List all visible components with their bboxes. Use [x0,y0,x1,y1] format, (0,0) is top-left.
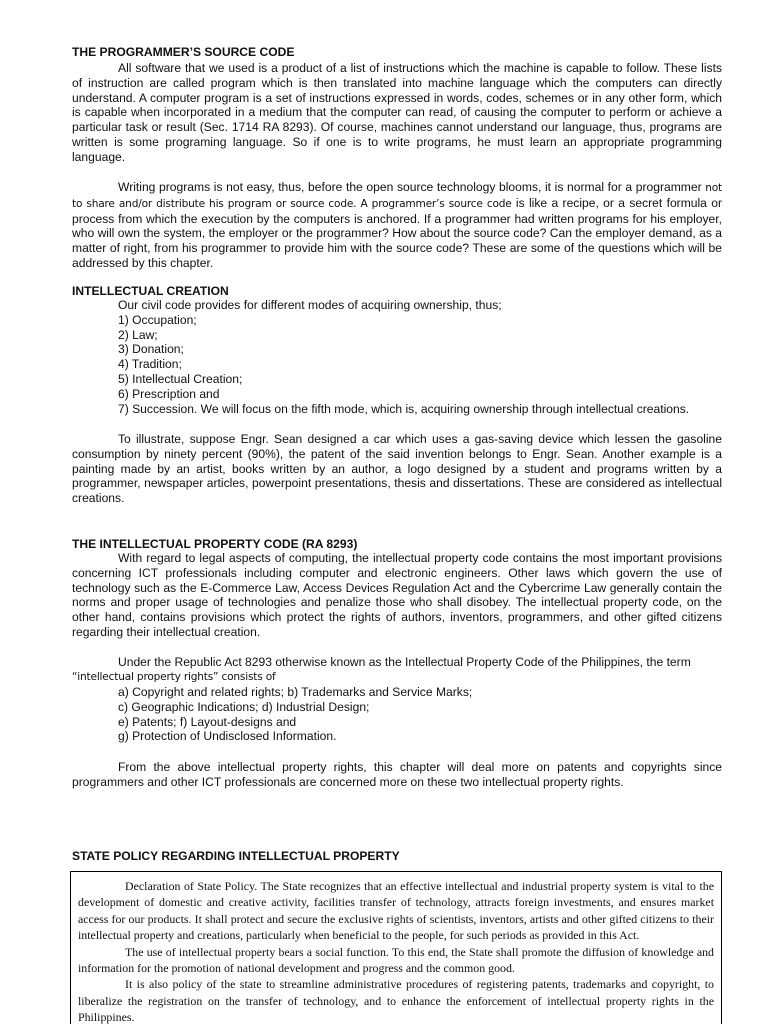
paragraph-writing-programs-text-b: not to share and/or distribute his program or source code. A programmer’s source code [72,182,722,210]
paragraph-republic-act: Under the Republic Act 8293 otherwise known as the Intellectual Property Code of the Philippines, the term [118,655,691,669]
list-item: 7) Succession. We will focus on the fifth mode, which is, acquiring ownership through intellectual creations. [118,401,690,416]
list-item: g) Protection of Undisclosed Information. [118,729,337,744]
modes-of-ownership [72,298,722,416]
paragraph-illustration: To illustrate, suppose Engr. Sean designed a car which uses a gas-saving device which lessen the gasoline consumption by ninety percent (90%), the patent of the said invention belongs to Engr. Sean. Another example is a painting made by an artist, books written by an author, a logo designed by a student and programs written by a programmer, newspaper articles, powerpoint presentations, thesis and dissertations. These are considered as intellectual creations. [72,432,722,506]
list-item: e) Patents; f) Layout-designs and [118,714,297,729]
list-item: a) Copyright and related rights; b) Trademarks and Service Marks; [118,685,473,699]
box-paragraph-social-function: The use of intellectual property bears a social function. To this end, the State shall promote the diffusion of knowledge and information for the promotion of national development and progress and the common good. [78,944,714,976]
ip-rights-list [72,685,722,744]
heading-state-policy: STATE POLICY REGARDING INTELLECTUAL PROPERTY [72,849,400,863]
list-item: 5) Intellectual Creation; [118,371,243,386]
paragraph-writing-programs-text-a: Writing programs is not easy, thus, before the open source technology blooms, it is normal for a programmer [118,180,702,194]
paragraph-republic-act-continued: “intellectual property rights” consists of [72,671,276,683]
list-item: 3) Donation; [118,342,184,357]
heading-programmers-source-code: THE PROGRAMMER’S SOURCE CODE [72,45,295,59]
list-item: 6) Prescription and [118,386,220,401]
paragraph-legal-aspects: With regard to legal aspects of computing, the intellectual property code contains the most important provisions concerning ICT professionals including computer and electronic engineers. Other laws which govern the use of technology such as the E-Commerce Law, Access Devices Regulation Act and the Cybercrime Law generally contain the norms and proper usage of technologies and penalize those who shall disobey. The intellectual property code, on the other hand, contains provisions which protect the rights of authors, inventors, programmers, and other gifted citizens regarding their intellectual creation. [72,551,722,639]
modes-intro: Our civil code provides for different modes of acquiring ownership, thus; [118,298,502,312]
state-policy-box [70,871,722,1024]
paragraph-writing-programs-text-c: is like a recipe, or a secret formula or process from which the execution by the computers is anchored. If a programmer had written programs for his employer, who will own the system, the employer or the programmer? How about the source code? Can the employer demand, as a matter of right, from his programmer to provide him with the source code? These are some of the questions which will be addressed by this chapter. [72,195,722,270]
list-item: 4) Tradition; [118,357,182,372]
list-item: c) Geographic Indications; d) Industrial Design; [118,699,370,714]
list-item: 1) Occupation; [118,312,197,327]
box-paragraph-declaration: Declaration of State Policy. The State recognizes that an effective intellectual and industrial property system is vital to the development of domestic and creative activity, facilities transfer of technology, attracts foreign investments, and ensures market access for our products. It shall protect and secure the exclusive rights of scientists, inventors, artists and other gifted citizens to their intellectual property and creations, particularly when beneficial to the people, for such periods as provided in this Act. [78,879,714,943]
heading-intellectual-property-code: THE INTELLECTUAL PROPERTY CODE (RA 8293) [72,537,358,551]
modes-list [72,313,722,417]
heading-intellectual-creation: INTELLECTUAL CREATION [72,284,229,298]
paragraph-patents-copyrights: From the above intellectual property rights, this chapter will deal more on patents and copyrights since programmers and other ICT professionals are concerned more on these two intellectual property rights. [72,760,722,789]
box-paragraph-streamline: It is also policy of the state to streamline administrative procedures of registering patents, trademarks and copyright, to liberalize the registration on the transfer of technology, and to enhance the enforcement of intellectual property rights in the Philippines. [78,977,714,1024]
list-item: 2) Law; [118,327,158,342]
paragraph-software-instructions: All software that we used is a product of a list of instructions which the machine is capable to follow. These lists of instruction are called program which is then translated into machine language which the computers can directly understand. A computer program is a set of instructions expressed in words, codes, schemes or in any other form, which is capable when incorporated in a medium that the computer can read, of causing the computer to perform or achieve a particular task or result (Sec. 1714 RA 8293). Of course, machines cannot understand our language, thus, programs are written is some programing language. So if one is to write programs, he must learn an appropriate programming language. [72,61,722,164]
paragraph-writing-programs [72,180,722,271]
